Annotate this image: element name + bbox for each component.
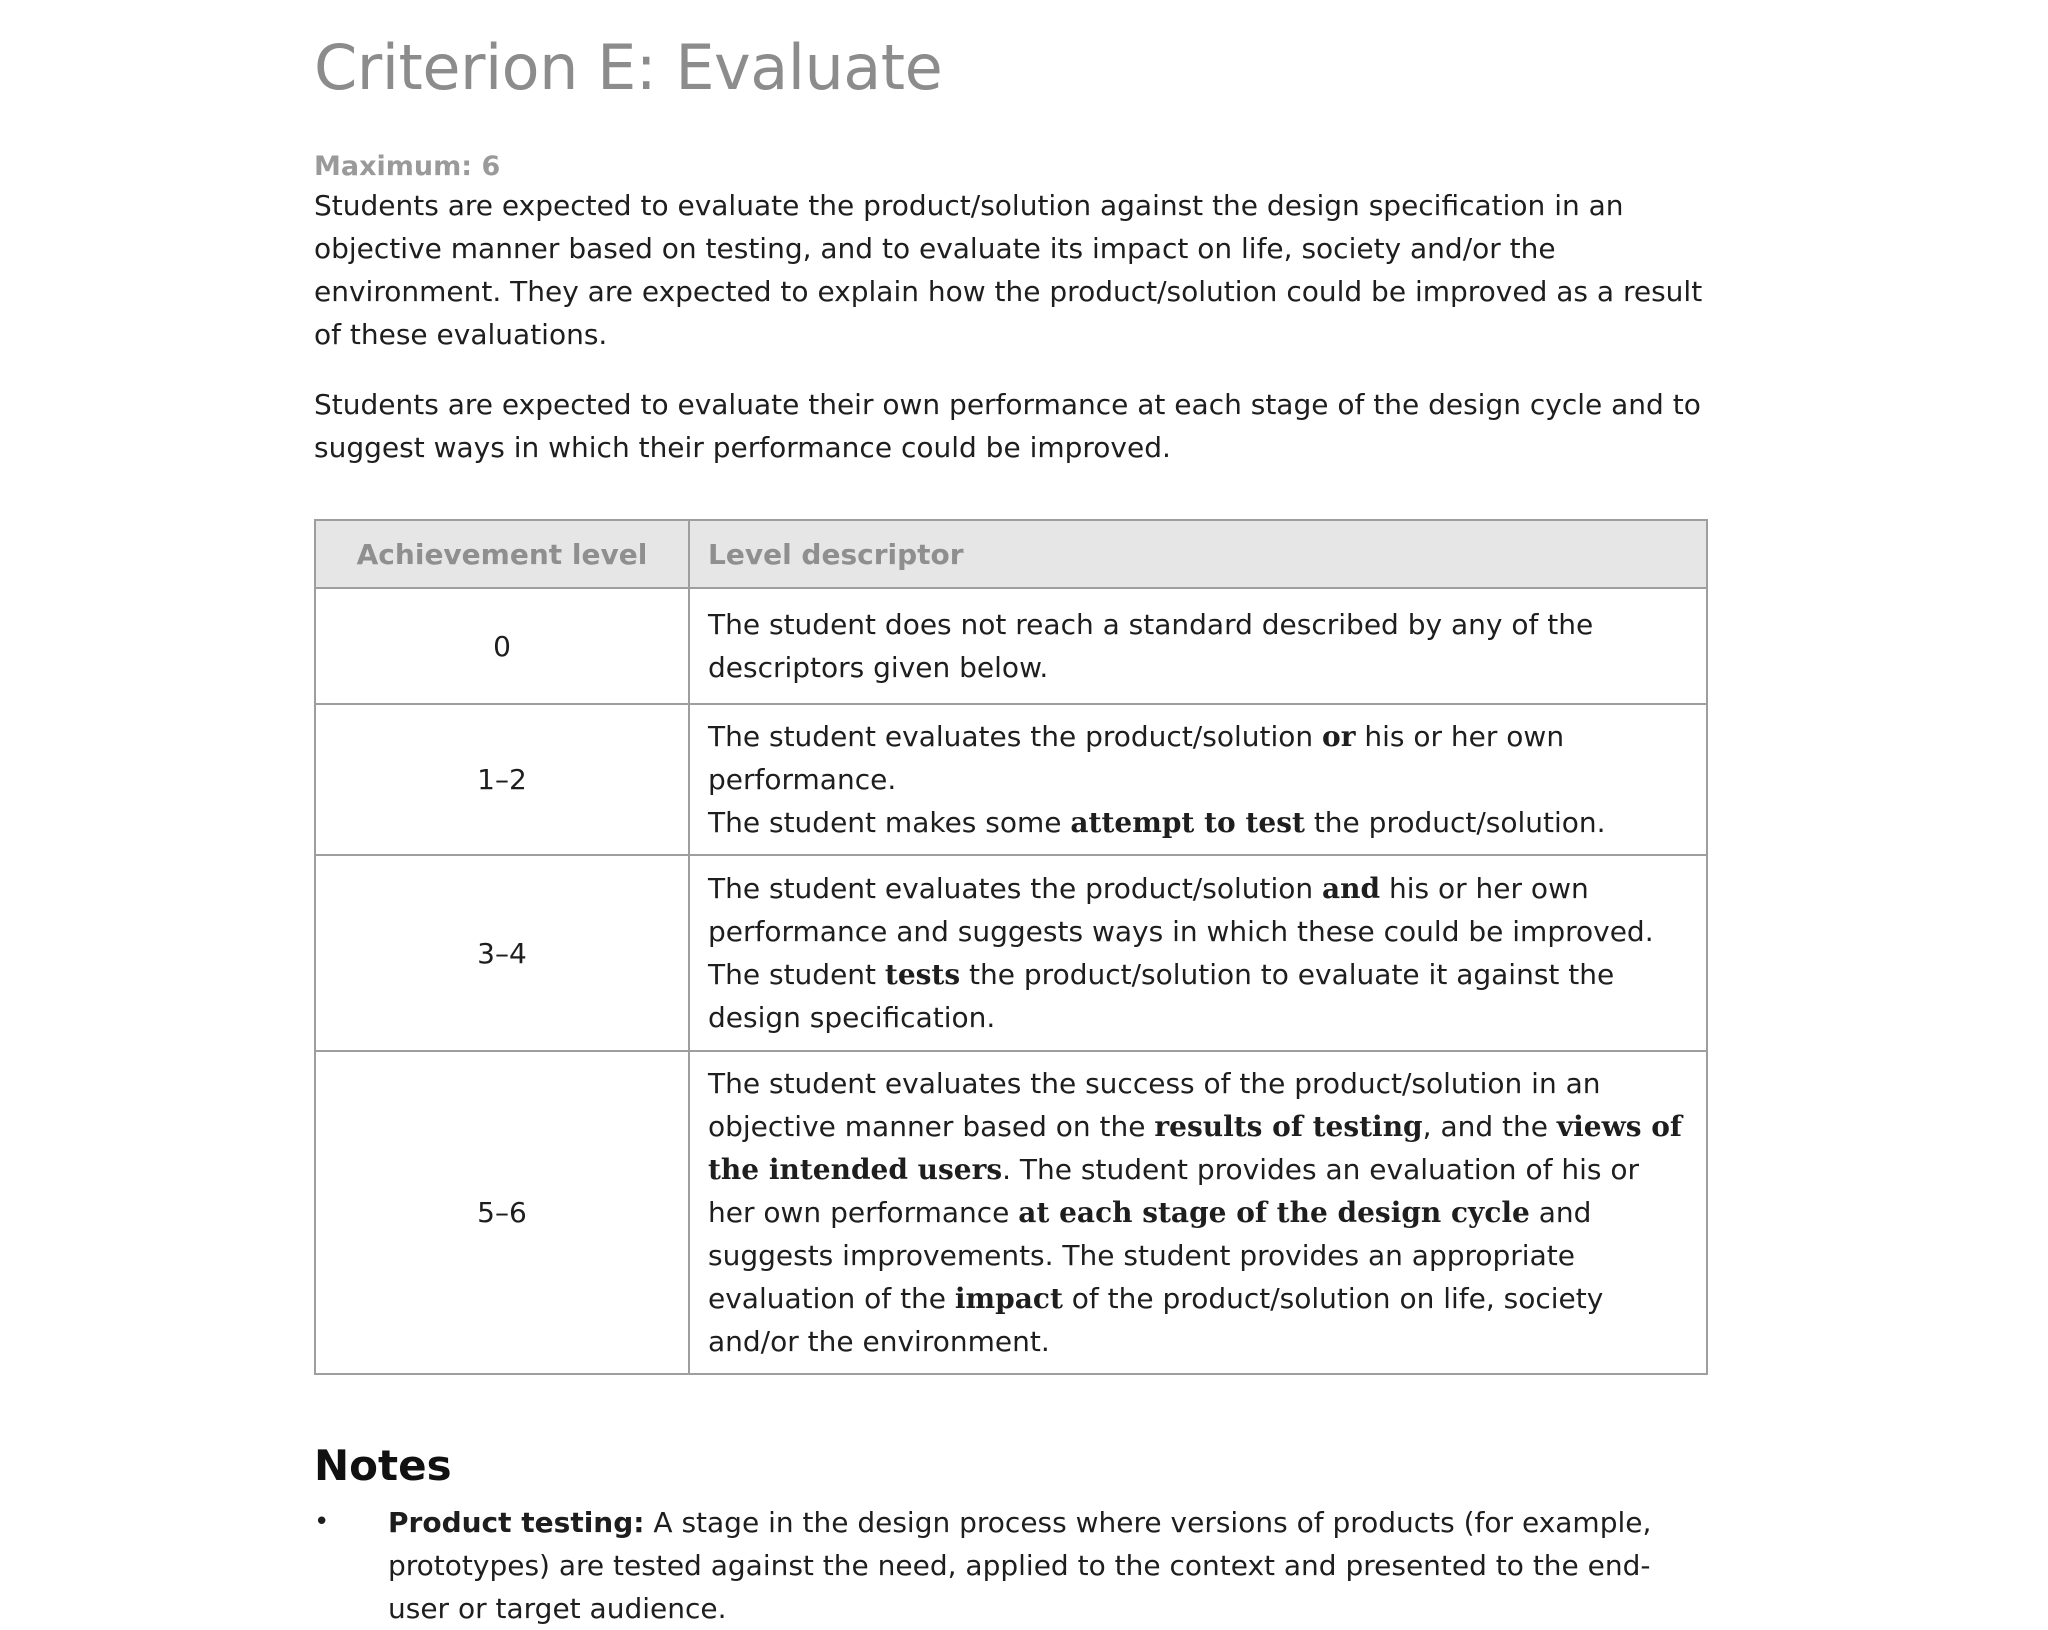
note-item [314, 1501, 1708, 1630]
descriptor-line [708, 801, 1688, 844]
bullet-icon: • [314, 1507, 330, 1537]
descriptor-emphasis: tests [884, 958, 961, 991]
descriptor-text: The student makes some [708, 806, 1071, 839]
descriptor-line [708, 715, 1688, 801]
table-header-row [315, 520, 1707, 588]
table-row [315, 588, 1707, 704]
descriptor-line [708, 867, 1688, 953]
descriptor-text: his or her own performance. [708, 720, 1565, 796]
descriptor-emphasis: attempt to test [1070, 806, 1305, 839]
note-term: Product testing: [388, 1506, 645, 1539]
achievement-level-cell: 5–6 [315, 1051, 689, 1374]
descriptor-text: of the product/solution on life, society and/or the environment. [708, 1282, 1604, 1358]
descriptor-emphasis: impact [954, 1282, 1063, 1315]
descriptor-text: his or her own performance and suggests ways in which these could be improved. [708, 872, 1654, 948]
descriptor-text: The student evaluates the success of the product/solution in an objective manner based on the [708, 1067, 1601, 1143]
maximum-score: Maximum: 6 [314, 151, 501, 182]
level-descriptor-cell [689, 1051, 1707, 1374]
intro-paragraph: Students are expected to evaluate the product/solution against the design specification in an objective manner based on testing, and to evaluate its impact on life, society and/or the environment. They are expected to explain how the product/solution could be improved as a result of these evaluations. [314, 189, 1703, 351]
header-level-descriptor: Level descriptor [689, 520, 1707, 588]
table-row [315, 1051, 1707, 1374]
notes-heading: Notes [314, 1441, 452, 1490]
descriptor-emphasis: at each stage of the design cycle [1018, 1196, 1530, 1229]
descriptor-emphasis: results of testing [1154, 1110, 1423, 1143]
achievement-level-cell: 0 [315, 588, 689, 704]
page-title: Criterion E: Evaluate [314, 31, 943, 104]
descriptor-emphasis: or [1322, 720, 1356, 753]
level-descriptor-cell [689, 588, 1707, 704]
intro-paragraph: Students are expected to evaluate their own performance at each stage of the design cycle and to suggest ways in which their performance could be improved. [314, 388, 1701, 464]
level-descriptor-cell [689, 704, 1707, 855]
note-text: A stage in the design process where versions of products (for example, prototypes) are tested against the need, applied to the context and presented to the end-user or target audience. [388, 1506, 1652, 1625]
descriptor-emphasis: and [1322, 872, 1381, 905]
table-row [315, 704, 1707, 855]
descriptor-text: . The student provides an evaluation of his or her own performance [708, 1153, 1640, 1229]
descriptor-text: the product/solution to evaluate it against the design specification. [708, 958, 1615, 1034]
header-achievement-level: Achievement level [315, 520, 689, 588]
criterion-page [314, 30, 1708, 1630]
descriptor-text: The student does not reach a standard described by any of the descriptors given below. [708, 608, 1594, 684]
intro-section [314, 184, 1708, 469]
descriptor-text: The student evaluates the product/solution [708, 720, 1323, 753]
level-descriptor-cell [689, 855, 1707, 1051]
descriptor-line [708, 953, 1688, 1039]
descriptor-emphasis: views of the intended users [708, 1110, 1682, 1186]
descriptor-text: , and the [1422, 1110, 1557, 1143]
achievement-table [314, 519, 1708, 1375]
descriptor-text: The student evaluates the product/solution [708, 872, 1323, 905]
descriptor-text: The student [708, 958, 885, 991]
table-row [315, 855, 1707, 1051]
descriptor-text: and suggests improvements. The student provides an appropriate evaluation of the [708, 1196, 1592, 1315]
achievement-level-cell: 3–4 [315, 855, 689, 1051]
achievement-level-cell: 1–2 [315, 704, 689, 855]
descriptor-text: the product/solution. [1304, 806, 1606, 839]
